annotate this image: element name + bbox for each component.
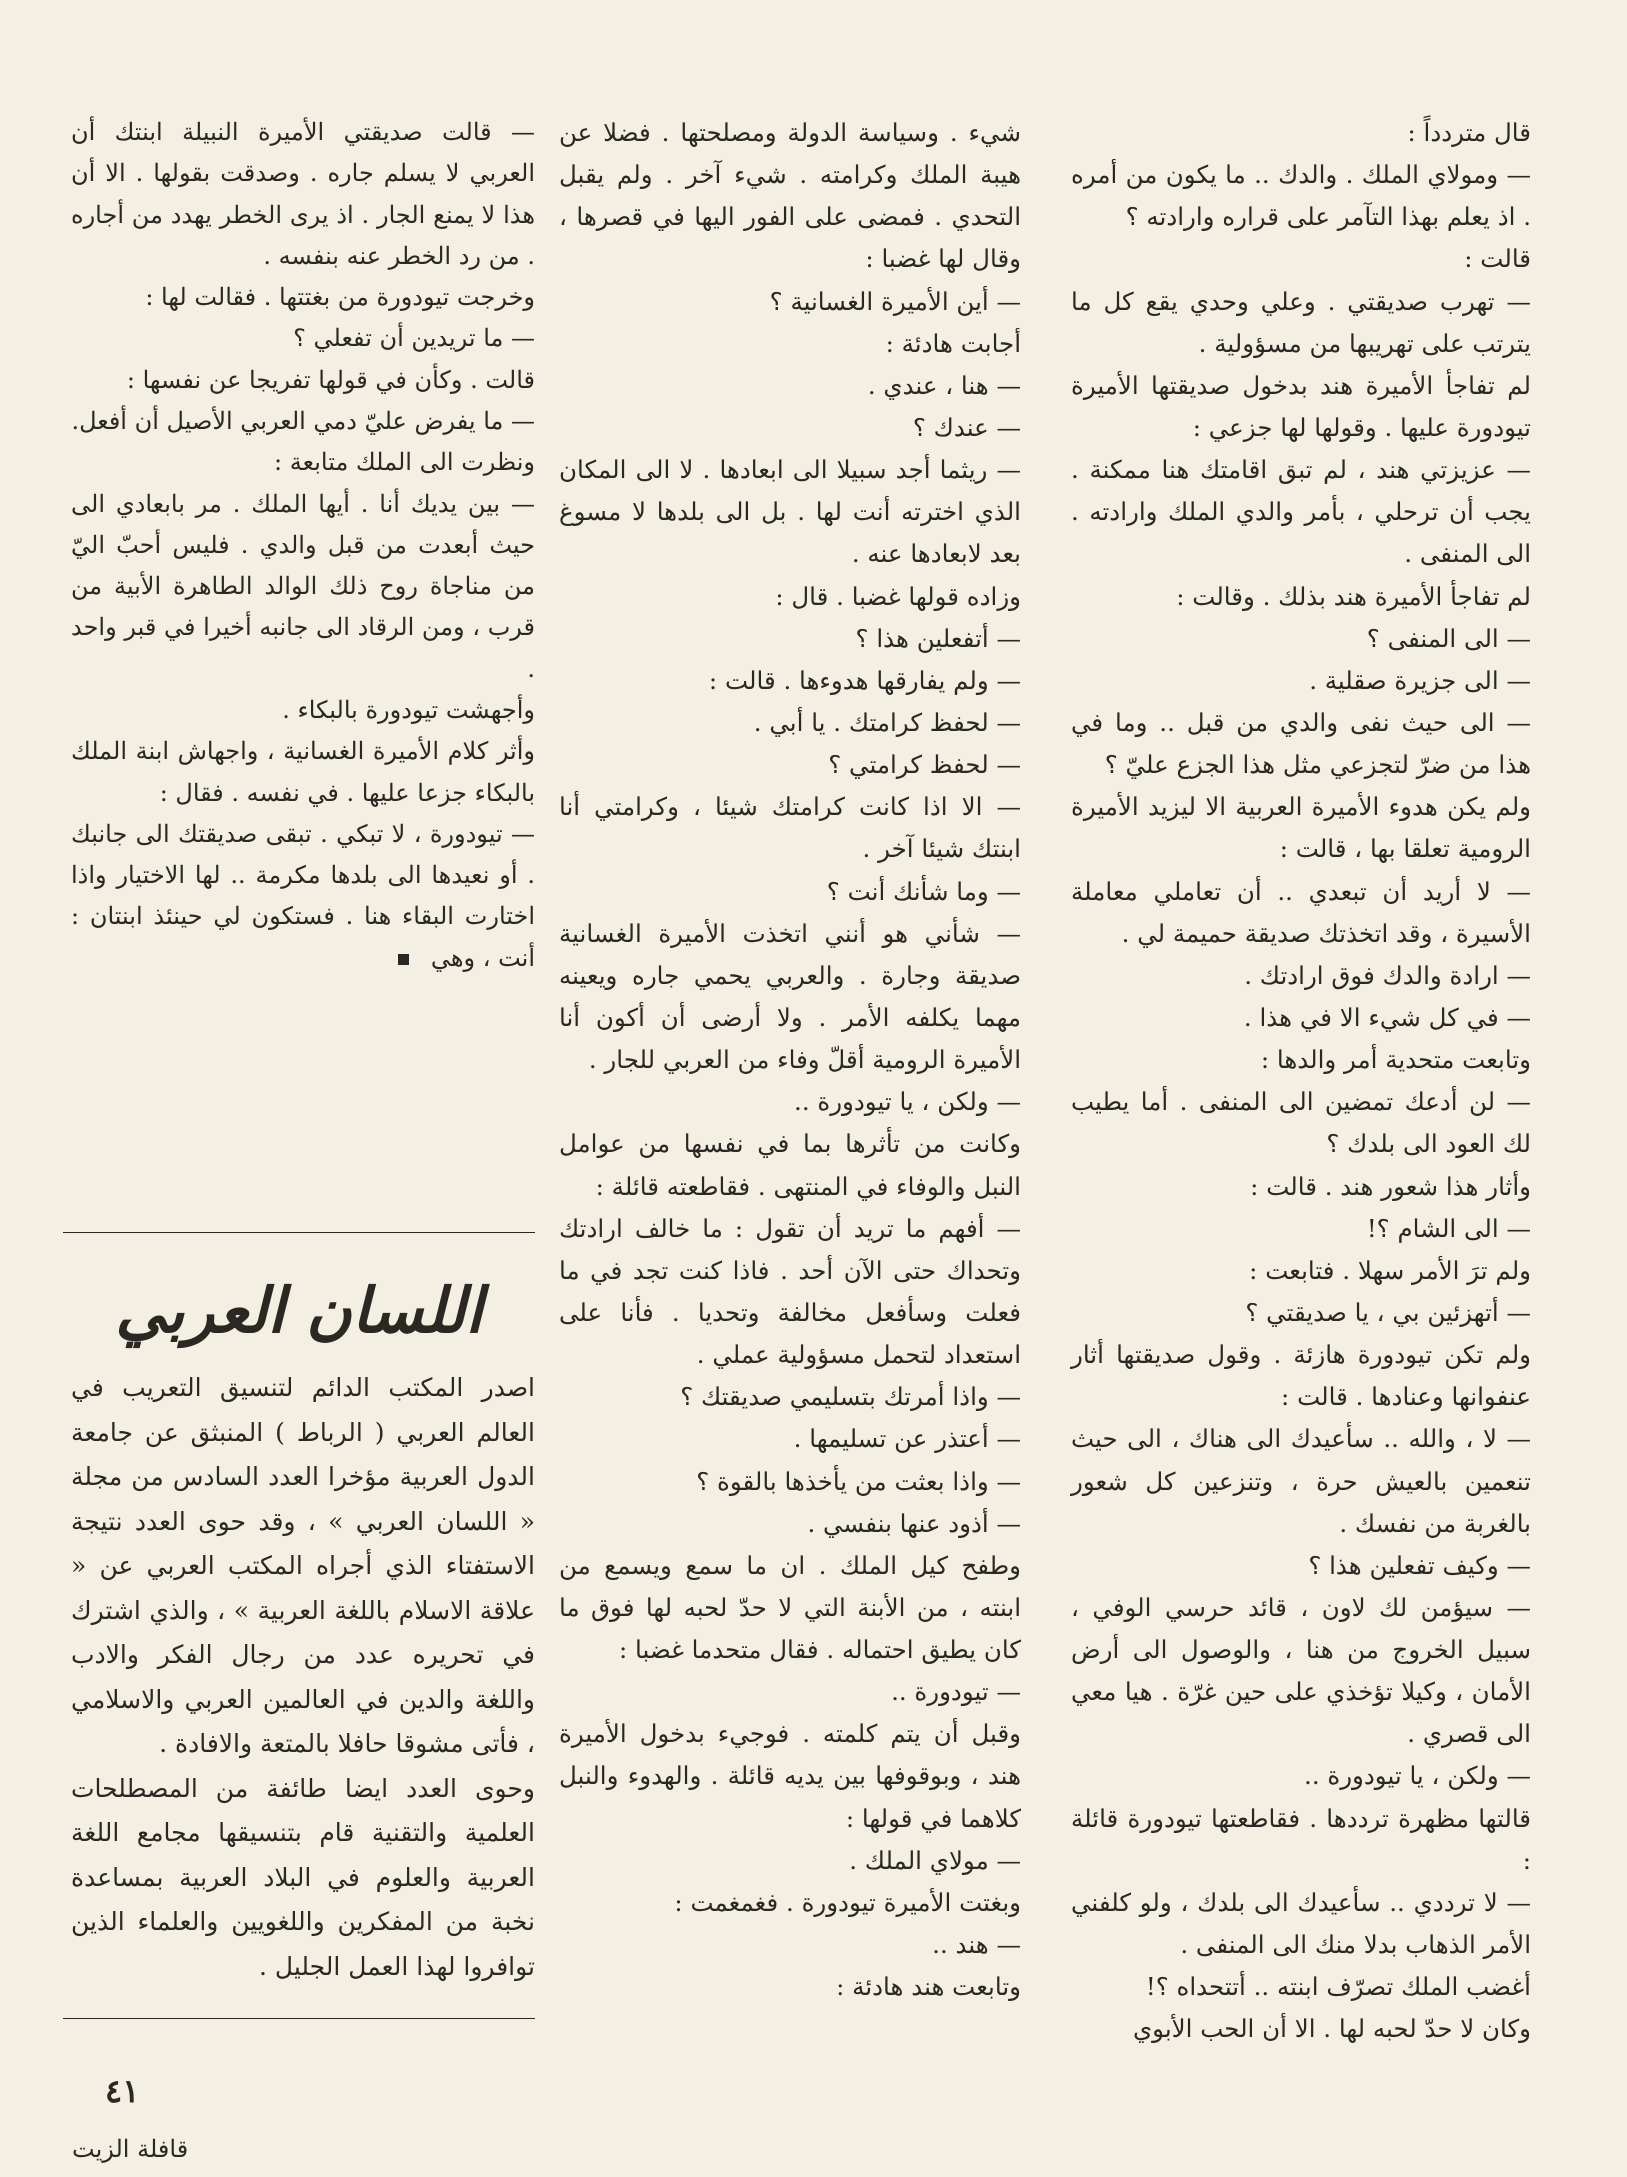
paragraph: — ارادة والدك فوق ارادتك .	[1244, 960, 1531, 990]
paragraph: — لا ، والله .. سأعيدك الى هناك ، الى حيث تنعمين بالعيش حرة ، وتنزعين كل شعور بالغربة من نفسك .	[1071, 1424, 1531, 1538]
paragraph: ولم يكن هدوء الأميرة العربية الا ليزيد الأميرة الرومية تعلقا بها ، قالت :	[1071, 792, 1531, 864]
paragraph: — لن أدعك تمضين الى المنفى . أما يطيب لك العود الى بلدك ؟	[1071, 1087, 1531, 1159]
paragraph: — شأني هو أنني اتخذت الأميرة الغسانية صديقة وجارة . والعربي يحمي جاره ويعينه مهما يكلفه الأمر . ولا أرضى أن أكون أنا الأميرة الرومية أقلّ وفاء من العربي للجار .	[559, 918, 1021, 1075]
paragraph: — هند ..	[932, 1930, 1021, 1960]
paragraph-text: — تيودورة ، لا تبكي . تبقى صديقتك الى جانبك . أو نعيدها الى بلدها مكرمة .. لها الاختيار واذا اختارت البقاء هنا . فستكون لي حينئذ ابنتان : أنت ، وهي	[71, 819, 536, 972]
paragraph: — لا ترددي .. سأعيدك الى بلدك ، ولو كلفني الأمر الذهاب بدلا منك الى المنفى .	[1071, 1887, 1531, 1960]
paragraph: وزاده قولها غضبا . قال :	[775, 581, 1021, 611]
paragraph: وأثر كلام الأميرة الغسانية ، واجهاش ابنة الملك بالبكاء جزعا عليها . في نفسه . فقال :	[71, 737, 535, 807]
paragraph: — الا اذا كانت كرامتك شيئا ، وكرامتي أنا ابنتك شيئا آخر .	[559, 792, 1021, 864]
paragraph: أجابت هادئة :	[885, 328, 1021, 358]
paragraph: — الى جزيرة صقلية .	[1309, 665, 1531, 695]
paragraph: — هنا ، عندي .	[867, 370, 1021, 400]
paragraph: — لحفظ كرامتي ؟	[828, 750, 1021, 780]
paragraph: — لا أريد أن تبعدي .. أن تعاملي معاملة الأسيرة ، وقد اتخذتك صديقة حميمة لي .	[1071, 876, 1531, 948]
paragraph: — أذود عنها بنفسي .	[807, 1508, 1021, 1538]
paragraph: قال متردداً :	[1407, 118, 1531, 147]
paragraph: — سيؤمن لك لاون ، قائد حرسي الوفي ، سبيل الخروج من هنا ، والوصول الى أرض الأمان ، وكيلا تؤخذي على حين غرّة . هيا معي الى قصري .	[1071, 1592, 1531, 1749]
paragraph: وطفح كيل الملك . ان ما سمع ويسمع من ابنته ، من الأبنة التي لا حدّ لحبه لها فوق ما كان يطيق احتماله . فقال متحدما غضبا :	[559, 1550, 1021, 1665]
paragraph: وأثار هذا شعور هند . قالت :	[1250, 1171, 1531, 1201]
paragraph: — أفهم ما تريد أن تقول : ما خالف ارادتك وتحداك حتى الآن أحد . فاذا كنت تجد في ما فعلت وسأفعل مخالفة وتحديا . فأنا على استعداد لتحمل مسؤولية عملي .	[559, 1213, 1021, 1370]
paragraph: اصدر المكتب الدائم لتنسيق التعريب في العالم العربي ( الرباط ) المنبثق عن جامعة الدول العربية مؤخرا العدد السادس من مجلة « اللسان العربي » ، وقد حوى العدد نتيجة الاستفتاء الذي أجراه المكتب العربي عن « علاقة الاسلام باللغة العربية » ، والذي اشترك في تحريره عدد من رجال الفكر والادب واللغة والدين في العالمين العربي والاسلامي ، فأتى مشوقا حافلا بالمتعة والافادة .	[71, 1373, 535, 1758]
paragraph: — مولاي الملك .	[849, 1845, 1021, 1875]
paragraph: — أعتذر عن تسليمها .	[793, 1424, 1021, 1454]
paragraph: شيء . وسياسة الدولة ومصلحتها . فضلا عن هيبة الملك وكرامته . شيء آخر . ولم يقبل التحدي . فمضى على الفور اليها في قصرها ، وقال لها غضبا :	[559, 118, 1021, 274]
paragraph: وبغتت الأميرة تيودورة . فغمغمت :	[674, 1887, 1021, 1917]
paragraph: ولم ترَ الأمر سهلا . فتابعت :	[1249, 1255, 1531, 1285]
paragraph: — ما تريدين أن تفعلي ؟	[293, 324, 535, 353]
paragraph: — ومولاي الملك . والدك .. ما يكون من أمره . اذ يعلم بهذا التآمر على قراره وارادته ؟	[1071, 160, 1531, 232]
paragraph: — الى المنفى ؟	[1366, 623, 1531, 653]
paragraph: — قالت صديقتي الأميرة النبيلة ابنتك أن العربي لا يسلم جاره . وصدقت بقولها . الا أن هذا لا يمنع الجار . اذ يرى الخطر يهدد من أجاره . من رد الخطر عنه بنفسه .	[71, 118, 535, 270]
paragraph: — واذا بعثت من يأخذها بالقوة ؟	[696, 1466, 1021, 1496]
paragraph: أغضب الملك تصرّف ابنته .. أتتحداه ؟!	[1145, 1972, 1531, 2002]
paragraph: — ريثما أجد سبيلا الى ابعادها . لا الى المكان الذي اخترته أنت لها . بل الى بلدها لا مسوغ بعد لابعادها عنه .	[559, 455, 1021, 569]
paragraph: — ما يفرض عليّ دمي العربي الأصيل أن أفعل.	[71, 406, 535, 435]
paragraph: قالت :	[1464, 244, 1531, 274]
paragraph: وخرجت تيودورة من بغتتها . فقالت لها :	[145, 283, 535, 312]
paragraph: — أين الأميرة الغسانية ؟	[769, 286, 1021, 316]
story-column-2	[559, 112, 1021, 2008]
paragraph: — عزيزتي هند ، لم تبق اقامتك هنا ممكنة . يجب أن ترحلي ، بأمر والدي الملك وارادته . الى المنفى .	[1071, 455, 1531, 569]
paragraph: — وكيف تفعلين هذا ؟	[1308, 1550, 1531, 1580]
paragraph: وكانت من تأثرها بما في نفسها من عوامل النبل والوفاء في المنتهى . فقاطعته قائلة :	[559, 1129, 1021, 1201]
paragraph: — تيودورة ..	[891, 1677, 1021, 1707]
paragraph: وحوى العدد ايضا طائفة من المصطلحات العلمية والتقنية قام بتنسيقها مجامع اللغة العربية والعلوم في البلاد العربية بمساعدة نخبة من المفكرين واللغويين والعلماء الذين توافروا لهذا العمل الجليل .	[71, 1773, 535, 1981]
paragraph: — تهرب صديقتي . وعلي وحدي يقع كل ما يترتب على تهريبها من مسؤولية .	[1071, 286, 1531, 358]
paragraph: — ولكن ، يا تيودورة ..	[1304, 1761, 1531, 1791]
paragraph: وكان لا حدّ لحبه لها . الا أن الحب الأبوي	[1133, 2014, 1531, 2044]
paragraph	[71, 814, 535, 979]
paragraph: وأجهشت تيودورة بالبكاء .	[282, 695, 535, 724]
paragraph: وتابعت متحدية أمر والدها :	[1260, 1045, 1531, 1075]
paragraph: قالت . وكأن في قولها تفريجا عن نفسها :	[126, 365, 535, 394]
paragraph: — عندك ؟	[912, 412, 1021, 442]
paragraph: لم تفاجأ الأميرة هند بدخول صديقتها الأميرة تيودورة عليها . وقولها لها جزعي :	[1071, 370, 1531, 442]
page-number: ٤١	[105, 2072, 140, 2110]
paragraph: — ولم يفارقها هدوءها . قالت :	[708, 665, 1021, 695]
section-divider-bottom	[63, 2018, 535, 2019]
paragraph: — واذا أمرتك بتسليمي صديقتك ؟	[680, 1382, 1021, 1412]
paragraph: — الى حيث نفى والدي من قبل .. وما في هذا من ضرّ لتجزعي مثل هذا الجزع عليّ ؟	[1071, 707, 1531, 780]
paragraph: وتابعت هند هادئة :	[836, 1972, 1021, 2002]
paragraph: — أتهزئين بي ، يا صديقتي ؟	[1245, 1297, 1531, 1327]
story-column-1	[1071, 112, 1531, 2050]
news-article	[71, 1366, 535, 1989]
paragraph: — في كل شيء الا في هذا .	[1243, 1002, 1531, 1032]
paragraph: وقبل أن يتم كلمته . فوجيء بدخول الأميرة هند ، وبوقوفها بين يديه قائلة . والهدوء والنبل كلاهما في قولها :	[559, 1719, 1021, 1833]
magazine-name: قافلة الزيت	[72, 2135, 189, 2163]
paragraph: قالتها مظهرة ترددها . فقاطعتها تيودورة قائلة :	[1071, 1803, 1531, 1875]
paragraph: — أتفعلين هذا ؟	[855, 623, 1021, 653]
paragraph: ونظرت الى الملك متابعة :	[274, 448, 535, 477]
paragraph: ولم تكن تيودورة هازئة . وقول صديقتها أثار عنفوانها وعنادها . قالت :	[1071, 1340, 1531, 1412]
paragraph: — لحفظ كرامتك . يا أبي .	[753, 707, 1021, 737]
section-divider-top	[63, 1232, 535, 1233]
end-of-article-mark	[398, 954, 409, 965]
paragraph: لم تفاجأ الأميرة هند بذلك . وقالت :	[1176, 581, 1531, 611]
paragraph: — ولكن ، يا تيودورة ..	[794, 1087, 1021, 1117]
section-title: اللسان العربي	[115, 1274, 483, 1347]
paragraph: — بين يديك أنا . أيها الملك . مر بابعادي الى حيث أبعدت من قبل والدي . فليس أحبّ اليّ من مناجاة روح ذلك الوالد الطاهرة الأبية من قرب ، ومن الرقاد الى جانبه أخيرا في قبر واحد .	[71, 489, 536, 683]
story-column-3	[71, 112, 535, 979]
paragraph: — وما شأنك أنت ؟	[826, 876, 1021, 906]
paragraph: — الى الشام ؟!	[1366, 1213, 1531, 1243]
